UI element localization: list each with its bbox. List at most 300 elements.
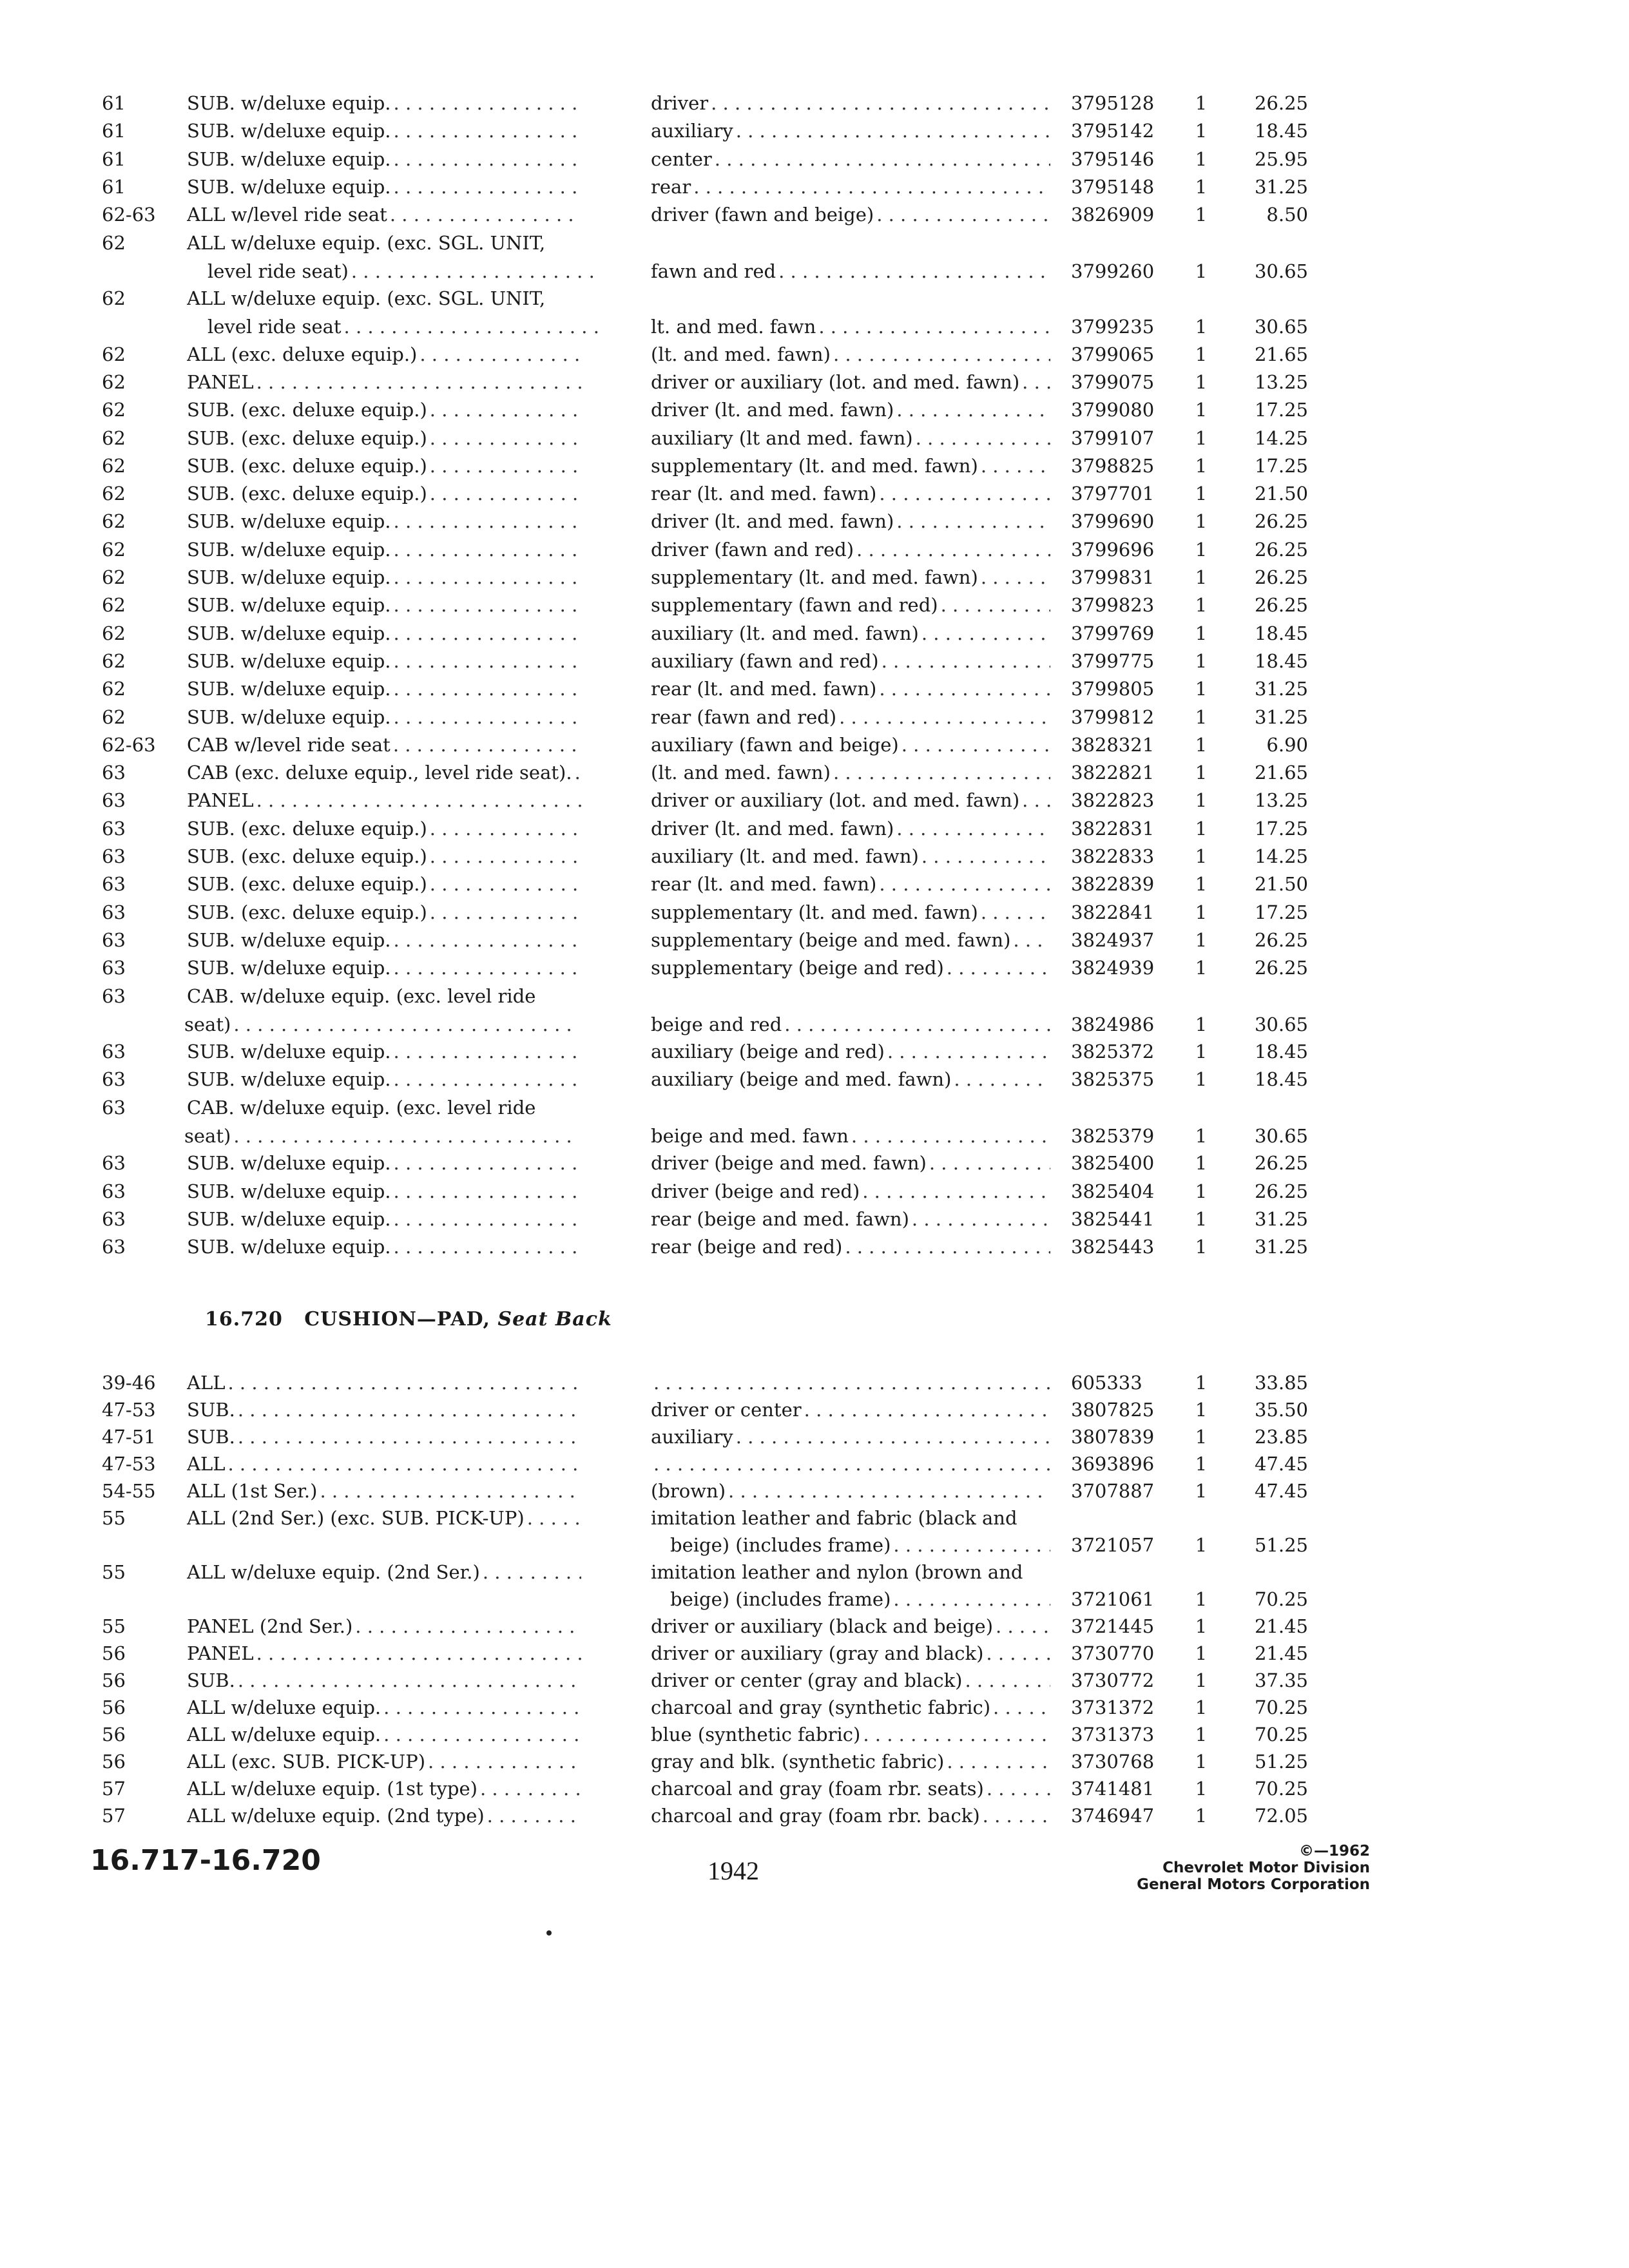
model-cell: CAB. w/deluxe equip. (exc. level ride [187, 985, 536, 1007]
quantity-cell: 1 [1195, 1534, 1208, 1556]
price-cell: 25.95 [1254, 148, 1308, 170]
description-cell-text: (brown) [651, 1480, 726, 1502]
table-row [0, 1450, 1629, 1478]
model-cell [187, 479, 581, 508]
quantity-cell: 1 [1195, 873, 1208, 895]
model-cell [187, 647, 581, 675]
model-cell-text: ALL (exc. SUB. PICK-UP) [187, 1751, 426, 1773]
model-cell-text: PANEL [187, 789, 254, 811]
model-cell-text: SUB. w/deluxe equip. [187, 566, 391, 588]
table-row [0, 870, 1629, 898]
model-cell [187, 173, 581, 201]
quantity-cell: 1 [1195, 1236, 1208, 1258]
table-row-line1 [0, 1504, 1629, 1532]
table-row [0, 340, 1629, 369]
year-cell: 63 [102, 901, 126, 923]
part-number-cell: 3707887 [1071, 1480, 1155, 1502]
year-cell: 63 [102, 818, 126, 840]
part-number-cell: 3799075 [1071, 371, 1155, 393]
description-cell [651, 1477, 1050, 1505]
table-row [0, 507, 1629, 535]
year-cell: 62 [102, 371, 126, 393]
table-row [0, 1774, 1629, 1803]
description-cell-line1: imitation leather and nylon (brown and [651, 1561, 1023, 1583]
part-number-cell: 3799065 [1071, 343, 1155, 365]
year-cell: 63 [102, 929, 126, 951]
description-cell-text: (lt. and med. fawn) [651, 762, 831, 783]
model-cell [187, 563, 581, 591]
description-cell-line2-text: beige) (includes frame) [670, 1534, 891, 1556]
model-cell-text: SUB. [187, 1399, 235, 1421]
division-name: Chevrolet Motor Division [1162, 1860, 1370, 1876]
quantity-cell: 1 [1195, 176, 1208, 198]
model-cell-text: SUB. w/deluxe equip. [187, 1208, 391, 1230]
table-row [0, 1802, 1629, 1830]
description-cell-line2 [670, 1531, 1050, 1559]
model-cell-text: SUB. w/deluxe equip. [187, 1236, 391, 1258]
year-cell: 54-55 [102, 1480, 156, 1502]
description-cell-text: driver or auxiliary (black and beige) [651, 1615, 994, 1637]
model-cell [187, 507, 581, 535]
table-row [0, 479, 1629, 508]
part-number-cell: 3826909 [1071, 204, 1155, 226]
description-cell-text: auxiliary [651, 1426, 733, 1448]
year-cell: 47-53 [102, 1399, 156, 1421]
model-cell: CAB. w/deluxe equip. (exc. level ride [187, 1097, 536, 1119]
year-cell: 55 [102, 1507, 126, 1529]
model-cell-text: SUB. w/deluxe equip. [187, 539, 391, 561]
table-row [0, 1720, 1629, 1749]
model-cell-text: ALL w/deluxe equip. (2nd Ser.) [187, 1561, 480, 1583]
part-number-cell: 3799107 [1071, 427, 1155, 449]
model-cell-cont-text: seat) [184, 1014, 231, 1035]
description-cell-text: charcoal and gray (foam rbr. seats) [651, 1778, 984, 1800]
table-row [0, 563, 1629, 591]
description-cell [651, 1233, 1050, 1261]
part-number-cell: 3822841 [1071, 901, 1155, 923]
quantity-cell: 1 [1195, 818, 1208, 840]
model-cell [187, 758, 581, 787]
description-cell [651, 145, 1050, 173]
price-cell: 13.25 [1254, 789, 1308, 811]
description-cell-text: supplementary (fawn and red) [651, 594, 938, 616]
year-cell: 62 [102, 510, 126, 532]
description-cell [651, 926, 1050, 954]
quantity-cell: 1 [1195, 706, 1208, 728]
part-number-cell: 3825400 [1071, 1152, 1155, 1174]
description-cell-text: center [651, 148, 712, 170]
price-cell: 70.25 [1254, 1696, 1308, 1718]
model-cell-text: PANEL [187, 1642, 254, 1664]
description-cell [651, 563, 1050, 591]
model-cell-cont [207, 312, 602, 341]
model-cell [187, 145, 581, 173]
description-cell-text: rear (lt. and med. fawn) [651, 483, 877, 505]
year-cell: 62-63 [102, 734, 156, 756]
quantity-cell: 1 [1195, 762, 1208, 783]
price-cell: 23.85 [1254, 1426, 1308, 1448]
model-cell-text: ALL [187, 1453, 226, 1475]
quantity-cell: 1 [1195, 957, 1208, 979]
description-cell-text: auxiliary (fawn and red) [651, 650, 879, 672]
description-cell [651, 758, 1050, 787]
description-cell [651, 340, 1050, 369]
description-cell-text: rear [651, 176, 691, 198]
quantity-cell: 1 [1195, 734, 1208, 756]
description-cell-text: rear (beige and med. fawn) [651, 1208, 909, 1230]
model-cell [187, 452, 581, 480]
description-cell [651, 1037, 1050, 1066]
model-cell [187, 619, 581, 648]
model-cell-text: CAB w/level ride seat [187, 734, 390, 756]
description-cell-line2-text: beige) (includes frame) [670, 1588, 891, 1610]
table-row [0, 396, 1629, 424]
model-cell [187, 89, 581, 117]
section-range-code: 16.717-16.720 [90, 1844, 321, 1877]
description-cell [651, 675, 1050, 703]
description-cell [651, 479, 1050, 508]
description-cell-text: driver or auxiliary (lot. and med. fawn) [651, 371, 1020, 393]
copyright-block [1137, 1843, 1370, 1893]
model-cell [187, 926, 581, 954]
description-cell-text: driver or auxiliary (gray and black) [651, 1642, 984, 1664]
model-cell-text: ALL [187, 1372, 226, 1394]
year-cell: 63 [102, 1152, 126, 1174]
quantity-cell: 1 [1195, 92, 1208, 114]
year-cell: 63 [102, 1236, 126, 1258]
price-cell: 26.25 [1254, 92, 1308, 114]
price-cell: 17.25 [1254, 818, 1308, 840]
description-cell [651, 396, 1050, 424]
price-cell: 18.45 [1254, 650, 1308, 672]
description-cell [651, 954, 1050, 982]
year-cell: 47-53 [102, 1453, 156, 1475]
quantity-cell: 1 [1195, 789, 1208, 811]
table-row-line2 [0, 257, 1629, 285]
table-row [0, 1396, 1629, 1424]
quantity-cell: 1 [1195, 845, 1208, 867]
model-cell-text: ALL (1st Ser.) [187, 1480, 318, 1502]
description-cell-text: auxiliary (lt. and med. fawn) [651, 845, 919, 867]
model-cell-text: ALL w/deluxe equip. [187, 1696, 381, 1718]
quantity-cell: 1 [1195, 1426, 1208, 1448]
year-cell: 62 [102, 539, 126, 561]
part-number-cell: 3721057 [1071, 1534, 1155, 1556]
price-cell: 31.25 [1254, 706, 1308, 728]
table-row [0, 117, 1629, 145]
quantity-cell: 1 [1195, 1014, 1208, 1035]
model-cell-text: SUB. w/deluxe equip. [187, 1180, 391, 1202]
description-cell-text: beige and red [651, 1014, 782, 1035]
table-row-line1 [0, 229, 1629, 257]
model-cell-text: SUB. w/deluxe equip. [187, 1041, 391, 1062]
year-cell: 63 [102, 762, 126, 783]
year-cell: 61 [102, 176, 126, 198]
description-cell-text: driver (beige and med. fawn) [651, 1152, 927, 1174]
table-row-line2 [0, 312, 1629, 341]
description-cell [651, 1639, 1050, 1667]
description-cell [651, 1666, 1050, 1695]
year-cell: 56 [102, 1751, 126, 1773]
description-cell [651, 117, 1050, 145]
table-row [0, 368, 1629, 396]
model-cell-text: SUB. w/deluxe equip. [187, 650, 391, 672]
part-number-cell: 3799080 [1071, 399, 1155, 421]
year-cell: 62 [102, 650, 126, 672]
year-cell: 62 [102, 343, 126, 365]
year-cell: 61 [102, 148, 126, 170]
description-cell [651, 1720, 1050, 1749]
part-number-cell: 3799696 [1071, 539, 1155, 561]
model-cell [187, 954, 581, 982]
price-cell: 21.65 [1254, 762, 1308, 783]
table-row-line2 [0, 1585, 1629, 1613]
part-number-cell: 3799823 [1071, 594, 1155, 616]
description-cell-text: supplementary (beige and med. fawn) [651, 929, 1011, 951]
table-row [0, 1065, 1629, 1093]
print-speck [546, 1930, 552, 1936]
description-cell [651, 619, 1050, 648]
part-number-cell: 3799769 [1071, 622, 1155, 644]
year-cell: 62 [102, 455, 126, 477]
quantity-cell: 1 [1195, 678, 1208, 700]
description-cell-text: rear (lt. and med. fawn) [651, 873, 877, 895]
quantity-cell: 1 [1195, 204, 1208, 226]
price-cell: 21.65 [1254, 343, 1308, 365]
part-number-cell: 3799235 [1071, 316, 1155, 338]
model-cell [187, 1369, 581, 1397]
model-cell [187, 1747, 581, 1776]
model-cell-text: SUB. w/deluxe equip. [187, 706, 391, 728]
description-cell-text: rear (lt. and med. fawn) [651, 678, 877, 700]
quantity-cell: 1 [1195, 566, 1208, 588]
part-number-cell: 3693896 [1071, 1453, 1155, 1475]
quantity-cell: 1 [1195, 1696, 1208, 1718]
model-cell [187, 396, 581, 424]
year-cell: 57 [102, 1805, 126, 1827]
copyright-year: ©—1962 [1298, 1843, 1370, 1860]
year-cell: 56 [102, 1669, 126, 1691]
description-cell [651, 1122, 1050, 1150]
part-number-cell: 3730768 [1071, 1751, 1155, 1773]
year-cell: 62 [102, 287, 126, 309]
table-row-line2 [0, 1122, 1629, 1150]
table-row [0, 1423, 1629, 1451]
year-cell: 56 [102, 1724, 126, 1745]
price-cell: 13.25 [1254, 371, 1308, 393]
description-cell-text: supplementary (lt. and med. fawn) [651, 901, 978, 923]
table-row [0, 675, 1629, 703]
part-number-cell: 3741481 [1071, 1778, 1155, 1800]
description-cell-text: blue (synthetic fabric) [651, 1724, 861, 1745]
year-cell: 55 [102, 1615, 126, 1637]
description-cell-text: supplementary (lt. and med. fawn) [651, 455, 978, 477]
model-cell-text: SUB. (exc. deluxe equip.) [187, 427, 427, 449]
year-cell: 63 [102, 957, 126, 979]
description-cell [651, 1612, 1050, 1640]
price-cell: 18.45 [1254, 120, 1308, 142]
table-row [0, 1233, 1629, 1261]
price-cell: 26.25 [1254, 929, 1308, 951]
table-row-line2 [0, 1010, 1629, 1039]
table-row [0, 703, 1629, 731]
price-cell: 21.50 [1254, 483, 1308, 505]
model-cell [187, 117, 581, 145]
price-cell: 26.25 [1254, 510, 1308, 532]
model-cell-text: PANEL (2nd Ser.) [187, 1615, 353, 1637]
year-cell: 61 [102, 92, 126, 114]
model-cell: ALL w/deluxe equip. (exc. SGL. UNIT, [187, 232, 546, 254]
year-cell: 62 [102, 622, 126, 644]
year-cell: 63 [102, 873, 126, 895]
price-cell: 17.25 [1254, 901, 1308, 923]
model-cell-text: SUB. w/deluxe equip. [187, 622, 391, 644]
model-cell-cont [207, 257, 602, 285]
description-cell [651, 591, 1050, 619]
year-cell: 56 [102, 1696, 126, 1718]
quantity-cell: 1 [1195, 901, 1208, 923]
description-cell-text: charcoal and gray (foam rbr. back) [651, 1805, 980, 1827]
model-cell [187, 786, 581, 814]
quantity-cell: 1 [1195, 1724, 1208, 1745]
description-cell-text: driver (beige and red) [651, 1180, 860, 1202]
model-cell-text: SUB. w/deluxe equip. [187, 594, 391, 616]
part-number-cell: 3799690 [1071, 510, 1155, 532]
part-number-cell: 3824986 [1071, 1014, 1155, 1035]
price-cell: 26.25 [1254, 594, 1308, 616]
model-cell [187, 1233, 581, 1261]
year-cell: 55 [102, 1561, 126, 1583]
quantity-cell: 1 [1195, 260, 1208, 282]
description-cell [651, 1802, 1050, 1830]
description-cell [651, 257, 1050, 285]
year-cell: 63 [102, 1208, 126, 1230]
part-number-cell: 3824937 [1071, 929, 1155, 951]
quantity-cell: 1 [1195, 455, 1208, 477]
description-cell-text: auxiliary (lt and med. fawn) [651, 427, 913, 449]
year-cell: 57 [102, 1778, 126, 1800]
model-cell [187, 675, 581, 703]
part-number-cell: 3822833 [1071, 845, 1155, 867]
quantity-cell: 1 [1195, 1588, 1208, 1610]
description-cell [651, 814, 1050, 843]
year-cell: 39-46 [102, 1372, 156, 1394]
quantity-cell: 1 [1195, 343, 1208, 365]
price-cell: 47.45 [1254, 1480, 1308, 1502]
price-cell: 35.50 [1254, 1399, 1308, 1421]
description-cell [651, 173, 1050, 201]
table-row-line1 [0, 982, 1629, 1010]
year-cell: 63 [102, 985, 126, 1007]
price-cell: 51.25 [1254, 1751, 1308, 1773]
model-cell-text: ALL w/deluxe equip. [187, 1724, 381, 1745]
year-cell: 63 [102, 1180, 126, 1202]
part-number-cell: 3721445 [1071, 1615, 1155, 1637]
description-cell-text: auxiliary (lt. and med. fawn) [651, 622, 919, 644]
quantity-cell: 1 [1195, 1669, 1208, 1691]
model-cell [187, 1720, 581, 1749]
table-row [0, 145, 1629, 173]
model-cell-text: SUB. (exc. deluxe equip.) [187, 455, 427, 477]
table-row [0, 898, 1629, 927]
year-cell: 61 [102, 120, 126, 142]
model-cell [187, 1774, 581, 1803]
model-cell-text: CAB (exc. deluxe equip., level ride seat). [187, 762, 572, 783]
price-cell: 31.25 [1254, 678, 1308, 700]
table-row [0, 842, 1629, 870]
description-cell-text: (lt. and med. fawn) [651, 343, 831, 365]
quantity-cell: 1 [1195, 510, 1208, 532]
model-cell [187, 1666, 581, 1695]
table-row [0, 731, 1629, 759]
price-cell: 21.45 [1254, 1642, 1308, 1664]
year-cell: 63 [102, 1097, 126, 1119]
table-row [0, 1666, 1629, 1695]
table-row [0, 1477, 1629, 1505]
price-cell: 70.25 [1254, 1778, 1308, 1800]
price-cell: 51.25 [1254, 1534, 1308, 1556]
model-cell-text: ALL (2nd Ser.) (exc. SUB. PICK-UP) [187, 1507, 525, 1529]
model-cell [187, 340, 581, 369]
quantity-cell: 1 [1195, 1372, 1208, 1394]
year-cell: 62 [102, 706, 126, 728]
description-cell [651, 1396, 1050, 1424]
description-cell-text: auxiliary (beige and red) [651, 1041, 885, 1062]
model-cell-cont [184, 1010, 579, 1039]
part-number-cell: 3795146 [1071, 148, 1155, 170]
price-cell: 18.45 [1254, 622, 1308, 644]
part-number-cell: 3822831 [1071, 818, 1155, 840]
table-row [0, 1369, 1629, 1397]
model-cell-cont [184, 1122, 579, 1150]
quantity-cell: 1 [1195, 622, 1208, 644]
part-number-cell: 3822839 [1071, 873, 1155, 895]
model-cell-text: SUB. w/deluxe equip. [187, 1152, 391, 1174]
quantity-cell: 1 [1195, 1453, 1208, 1475]
model-cell-cont-text: level ride seat) [207, 260, 349, 282]
description-cell-text: driver or center [651, 1399, 802, 1421]
description-cell [651, 1774, 1050, 1803]
description-cell-text: supplementary (beige and red) [651, 957, 944, 979]
year-cell: 62-63 [102, 204, 156, 226]
part-number-cell: 3798825 [1071, 455, 1155, 477]
quantity-cell: 1 [1195, 650, 1208, 672]
description-cell-text: fawn and red [651, 260, 776, 282]
model-cell [187, 731, 581, 759]
price-cell: 17.25 [1254, 399, 1308, 421]
part-number-cell: 3822823 [1071, 789, 1155, 811]
model-cell-cont-text: seat) [184, 1125, 231, 1147]
year-cell: 62 [102, 483, 126, 505]
description-cell [651, 1450, 1050, 1478]
description-cell [651, 731, 1050, 759]
model-cell-text: SUB. (exc. deluxe equip.) [187, 818, 427, 840]
table-row [0, 424, 1629, 452]
price-cell: 31.25 [1254, 1236, 1308, 1258]
model-cell [187, 1177, 581, 1206]
price-cell: 18.45 [1254, 1068, 1308, 1090]
price-cell: 47.45 [1254, 1453, 1308, 1475]
model-cell [187, 1477, 581, 1505]
model-cell [187, 1423, 581, 1451]
quantity-cell: 1 [1195, 120, 1208, 142]
description-cell [651, 1747, 1050, 1776]
model-cell [187, 424, 581, 452]
price-cell: 21.45 [1254, 1615, 1308, 1637]
table-row [0, 1612, 1629, 1640]
model-cell [187, 1504, 581, 1532]
description-cell-text: auxiliary [651, 120, 733, 142]
